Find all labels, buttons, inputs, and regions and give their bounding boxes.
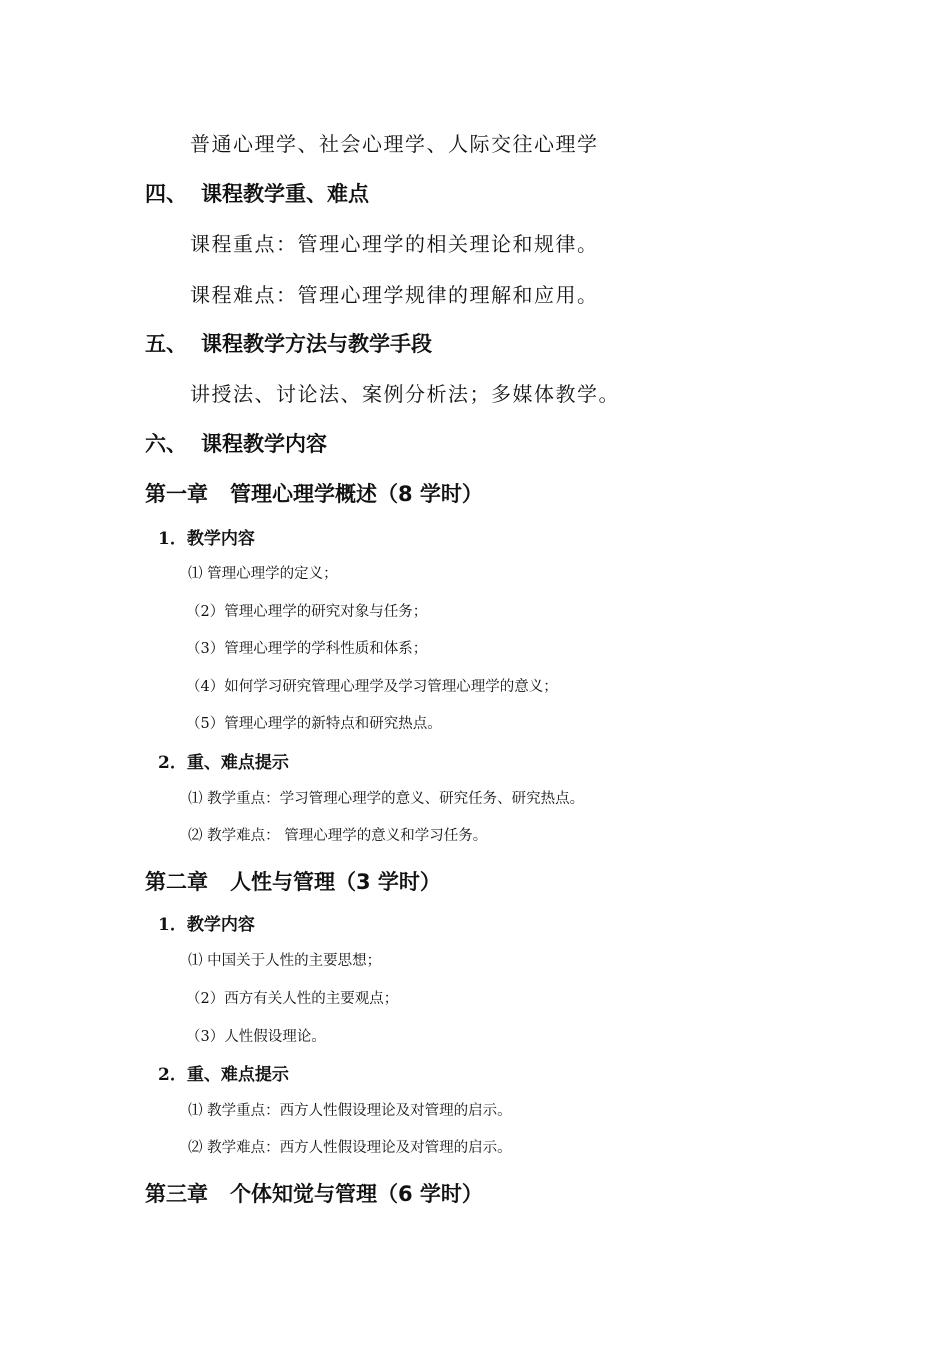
course-focus-line: 课程重点：管理心理学的相关理论和规律。 <box>190 232 599 256</box>
chapter-label: 第一章 <box>145 482 208 506</box>
chapter-label: 第二章 <box>145 870 208 894</box>
section-number: 四、 <box>145 182 187 206</box>
chapter-3-heading <box>145 1178 483 1208</box>
list-item: ⑵ 教学难点：西方人性假设理论及对管理的启示。 <box>188 1140 512 1156</box>
list-item: （3）管理心理学的学科性质和体系； <box>186 641 428 657</box>
section-title: 课程教学方法与教学手段 <box>201 332 432 356</box>
list-item: ⑴ 教学重点：学习管理心理学的意义、研究任务、研究热点。 <box>188 791 585 807</box>
section-heading-key-points <box>145 178 369 208</box>
section-title: 课程教学内容 <box>201 432 327 456</box>
chapter-label: 第三章 <box>145 1182 208 1206</box>
list-item: （2）西方有关人性的主要观点； <box>186 991 399 1007</box>
teaching-methods-line: 讲授法、讨论法、案例分析法；多媒体教学。 <box>190 382 620 406</box>
section-heading-content <box>145 428 327 458</box>
list-item: （3）人性假设理论。 <box>186 1029 326 1045</box>
list-item: （5）管理心理学的新特点和研究热点。 <box>186 716 442 732</box>
chapter-1-heading <box>145 478 483 508</box>
list-item: ⑴ 中国关于人性的主要思想； <box>188 953 382 969</box>
chapter-2-content-heading: 1．教学内容 <box>158 915 255 935</box>
course-difficulty-line: 课程难点：管理心理学规律的理解和应用。 <box>190 283 599 307</box>
list-item: ⑴ 教学重点：西方人性假设理论及对管理的启示。 <box>188 1103 512 1119</box>
chapter-2-key-heading: 2．重、难点提示 <box>158 1065 289 1085</box>
list-item: ⑴ 管理心理学的定义； <box>188 566 338 582</box>
list-item: （4）如何学习研究管理心理学及学习管理心理学的意义； <box>186 679 558 695</box>
section-number: 五、 <box>145 332 187 356</box>
chapter-2-heading <box>145 866 441 896</box>
chapter-title: 个体知觉与管理（6 学时） <box>230 1182 483 1206</box>
section-number: 六、 <box>145 432 187 456</box>
chapter-title: 管理心理学概述（8 学时） <box>230 482 483 506</box>
list-item: ⑵ 教学难点： 管理心理学的意义和学习任务。 <box>188 828 488 844</box>
prerequisite-courses-line: 普通心理学、社会心理学、人际交往心理学 <box>190 132 599 156</box>
chapter-1-content-heading: 1．教学内容 <box>158 529 255 549</box>
section-title: 课程教学重、难点 <box>201 182 369 206</box>
list-item: （2）管理心理学的研究对象与任务； <box>186 604 428 620</box>
chapter-1-key-heading: 2．重、难点提示 <box>158 753 289 773</box>
section-heading-methods <box>145 328 432 358</box>
chapter-title: 人性与管理（3 学时） <box>230 870 441 894</box>
